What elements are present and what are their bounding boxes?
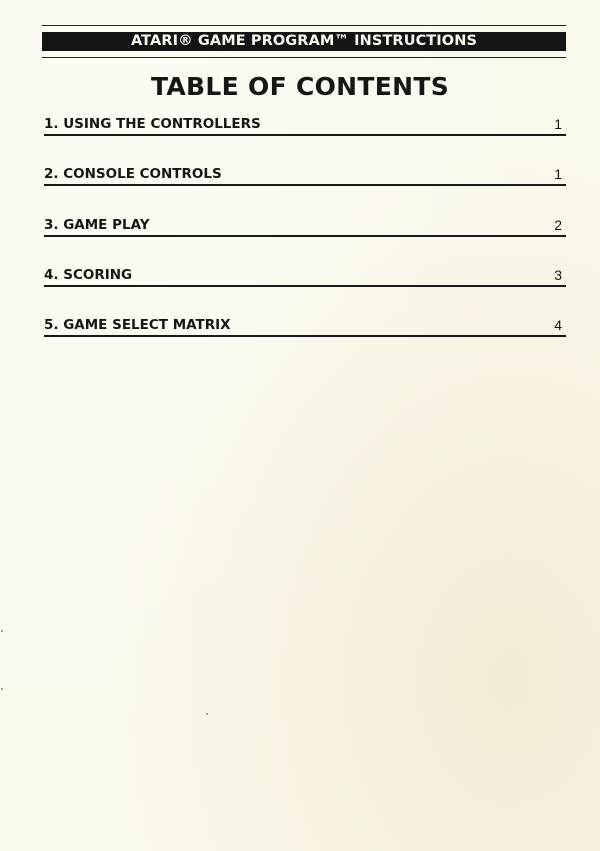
toc-entry-game-play[interactable] [44,217,566,237]
toc-entry-label: 1. USING THE CONTROLLERS [44,116,261,132]
toc-entry-page-number: 1 [554,116,562,132]
header-top-rule [42,25,566,26]
header-banner: ATARI® GAME PROGRAM™ INSTRUCTIONS [42,32,566,51]
toc-entry-label: 4. SCORING [44,267,133,283]
toc-entry-using-the-controllers[interactable] [44,116,566,136]
toc-entry-label: 5. GAME SELECT MATRIX [44,317,231,333]
toc-entry-label: 3. GAME PLAY [44,217,150,233]
header-bottom-rule [42,57,566,58]
toc-entry-page-number: 2 [554,217,562,233]
toc-entry-label: 2. CONSOLE CONTROLS [44,166,222,182]
paper-speck [1,630,3,632]
toc-entry-scoring[interactable] [44,267,566,287]
toc-entry-console-controls[interactable] [44,166,566,186]
toc-entry-game-select-matrix[interactable] [44,317,566,337]
toc-entry-page-number: 4 [554,317,562,333]
toc-entry-page-number: 1 [554,166,562,182]
page-title: TABLE OF CONTENTS [151,72,449,101]
paper-speck [206,713,208,715]
paper-speck [1,688,3,690]
toc-entry-page-number: 3 [554,267,562,283]
